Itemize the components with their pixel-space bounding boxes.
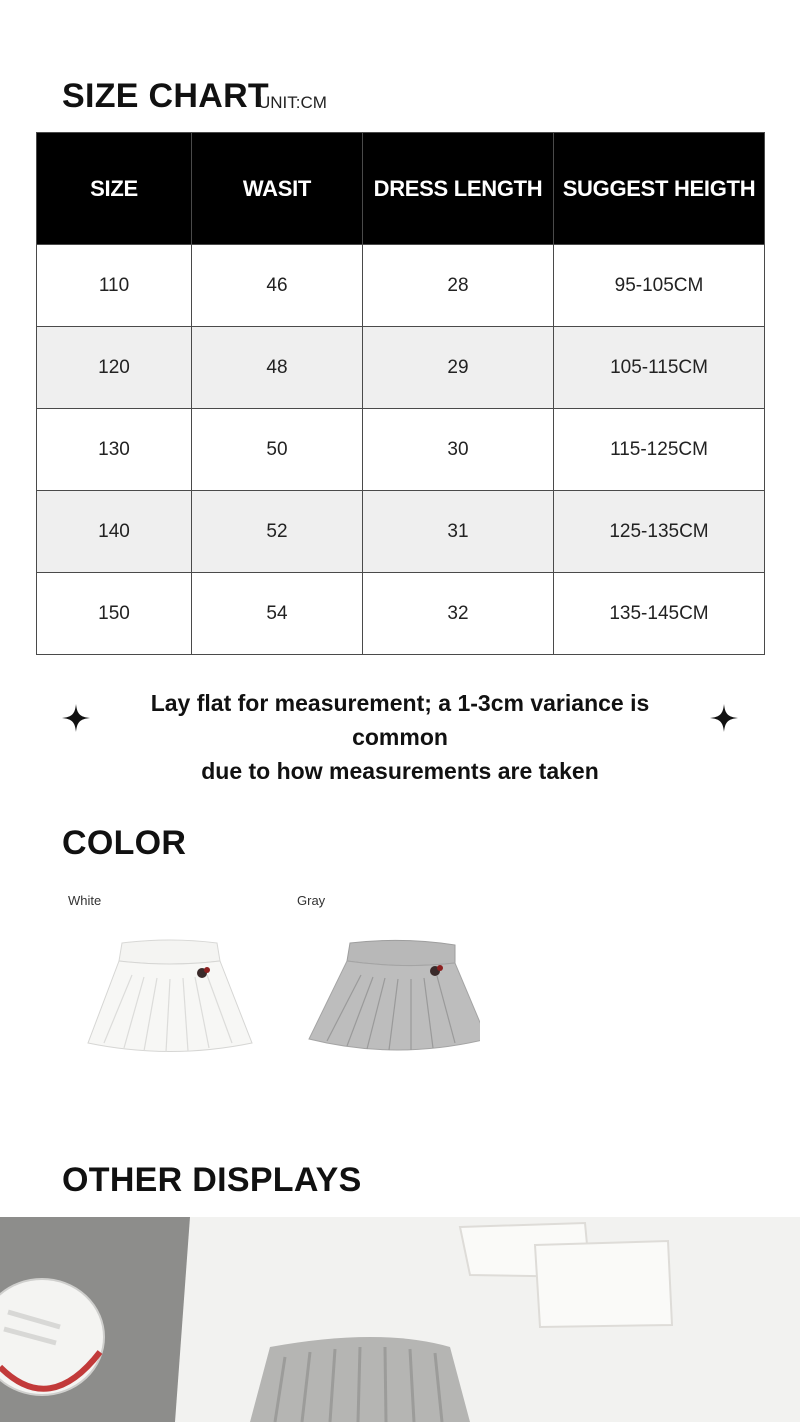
cell-waist: 46 (192, 245, 363, 327)
size-chart-table (36, 132, 765, 655)
header-suggest-height: SUGGEST HEIGTH (554, 133, 765, 245)
cell-dress-length: 30 (363, 409, 554, 491)
cell-waist: 50 (192, 409, 363, 491)
cell-waist: 48 (192, 327, 363, 409)
cell-suggest-height: 95-105CM (554, 245, 765, 327)
table-row (37, 327, 765, 409)
cell-size: 150 (37, 573, 192, 655)
size-chart-unit: UNIT:CM (258, 93, 327, 112)
other-displays-title: OTHER DISPLAYS (62, 1161, 362, 1199)
gray-skirt-image[interactable] (305, 935, 480, 1060)
cell-size: 120 (37, 327, 192, 409)
color-label-gray: Gray (297, 893, 326, 908)
cell-dress-length: 32 (363, 573, 554, 655)
table-row (37, 245, 765, 327)
note-line-2: due to how measurements are taken (201, 758, 599, 784)
cell-suggest-height: 125-135CM (554, 491, 765, 573)
header-size: SIZE (37, 133, 192, 245)
cell-size: 130 (37, 409, 192, 491)
table-row (37, 491, 765, 573)
note-line-1: Lay flat for measurement; a 1-3cm variance is common (150, 690, 650, 750)
header-dress-length: DRESS LENGTH (363, 133, 554, 245)
cell-size: 110 (37, 245, 192, 327)
cell-size: 140 (37, 491, 192, 573)
cell-dress-length: 29 (363, 327, 554, 409)
cell-dress-length: 31 (363, 491, 554, 573)
color-label-white: White (68, 893, 102, 908)
cell-suggest-height: 115-125CM (554, 409, 765, 491)
table-row (37, 573, 765, 655)
product-display-photo (0, 1217, 800, 1422)
header-waist: WASIT (192, 133, 363, 245)
size-chart-title: SIZE CHART (62, 77, 269, 115)
sparkle-icon (62, 704, 90, 732)
cell-waist: 52 (192, 491, 363, 573)
table-row (37, 409, 765, 491)
cell-dress-length: 28 (363, 245, 554, 327)
table-header-row (37, 133, 765, 245)
measurement-note (100, 686, 700, 788)
cell-waist: 54 (192, 573, 363, 655)
cell-suggest-height: 135-145CM (554, 573, 765, 655)
color-section-title: COLOR (62, 824, 187, 862)
sparkle-icon (710, 704, 738, 732)
white-skirt-image[interactable] (82, 935, 257, 1060)
cell-suggest-height: 105-115CM (554, 327, 765, 409)
